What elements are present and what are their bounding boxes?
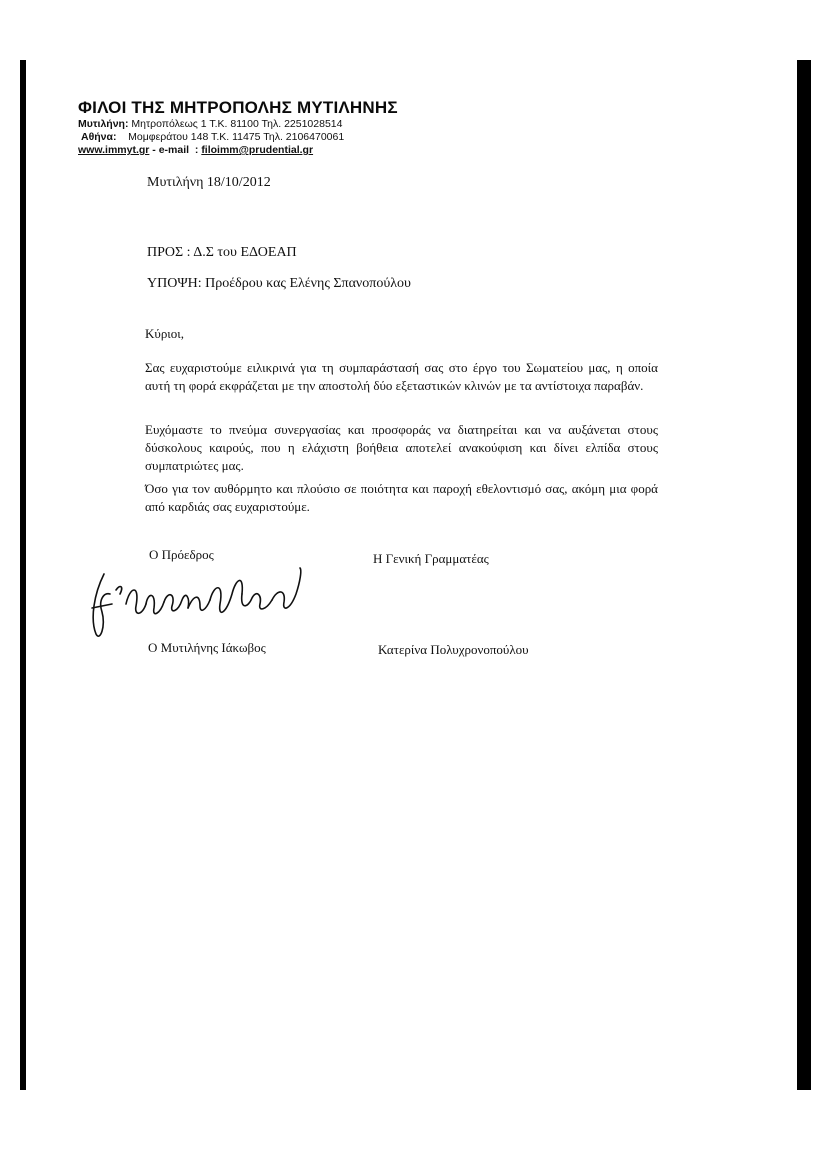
athens-address-line (78, 131, 398, 144)
scan-edge-right (797, 60, 811, 1090)
mytilene-label: Μυτιλήνη: (78, 118, 129, 130)
scan-edge-left (20, 60, 26, 1090)
place-date: Μυτιλήνη 18/10/2012 (147, 175, 271, 190)
website-link[interactable]: www.immyt.gr (78, 144, 150, 156)
paragraph-2: Ευχόμαστε το πνεύμα συνεργασίας και προσφοράς να διατηρείται και να αυξάνεται στους δύσκολους καιρούς, που η ελάχιστη βοήθεια αποτελεί ανακούφιση και δίνει ελπίδα στους συμπατριώτες μας. (145, 422, 658, 473)
athens-address: Μομφεράτου 148 Τ.Κ. 11475 Τηλ. 2106470061 (128, 131, 345, 143)
attention-line: ΥΠΟΨΗ: Προέδρου κας Ελένης Σπανοπούλου (147, 276, 411, 291)
mytilene-address-line (78, 118, 398, 131)
letterhead (78, 98, 398, 157)
contact-line (78, 144, 398, 157)
email-link[interactable]: filoimm@prudential.gr (201, 144, 314, 156)
paragraph-3: Όσο για τον αυθόρμητο και πλούσιο σε ποιότητα και παροχή εθελοντισμό σας, ακόμη μια φορά από καρδιάς σας ευχαριστούμε. (145, 481, 658, 514)
recipient-line: ΠΡΟΣ : Δ.Σ του ΕΔΟΕΑΠ (147, 245, 297, 260)
salutation: Κύριοι, (145, 326, 185, 341)
president-title: Ο Πρόεδρος (149, 547, 214, 562)
secretary-name: Κατερίνα Πολυχρονοπούλου (378, 642, 529, 657)
paragraph-1: Σας ευχαριστούμε ειλικρινά για τη συμπαράστασή σας στο έργο του Σωματείου μας, η οποία αυτή τη φορά εκφράζεται με την αποστολή δύο εξεταστικών κλινών με τα αντίστοιχα παραβάν. (145, 360, 658, 393)
president-name: Ο Μυτιλήνης Ιάκωβος (148, 640, 266, 655)
email-label: - e-mail : (149, 144, 202, 156)
secretary-title: Η Γενική Γραμματέας (373, 551, 489, 566)
handwritten-signature (86, 564, 312, 648)
mytilene-address: Μητροπόλεως 1 Τ.Κ. 81100 Τηλ. 2251028514 (131, 118, 343, 130)
organization-name: ΦΙΛΟΙ ΤΗΣ ΜΗΤΡΟΠΟΛΗΣ ΜΥΤΙΛΗΝΗΣ (78, 98, 398, 117)
athens-label: Αθήνα: (81, 131, 117, 143)
